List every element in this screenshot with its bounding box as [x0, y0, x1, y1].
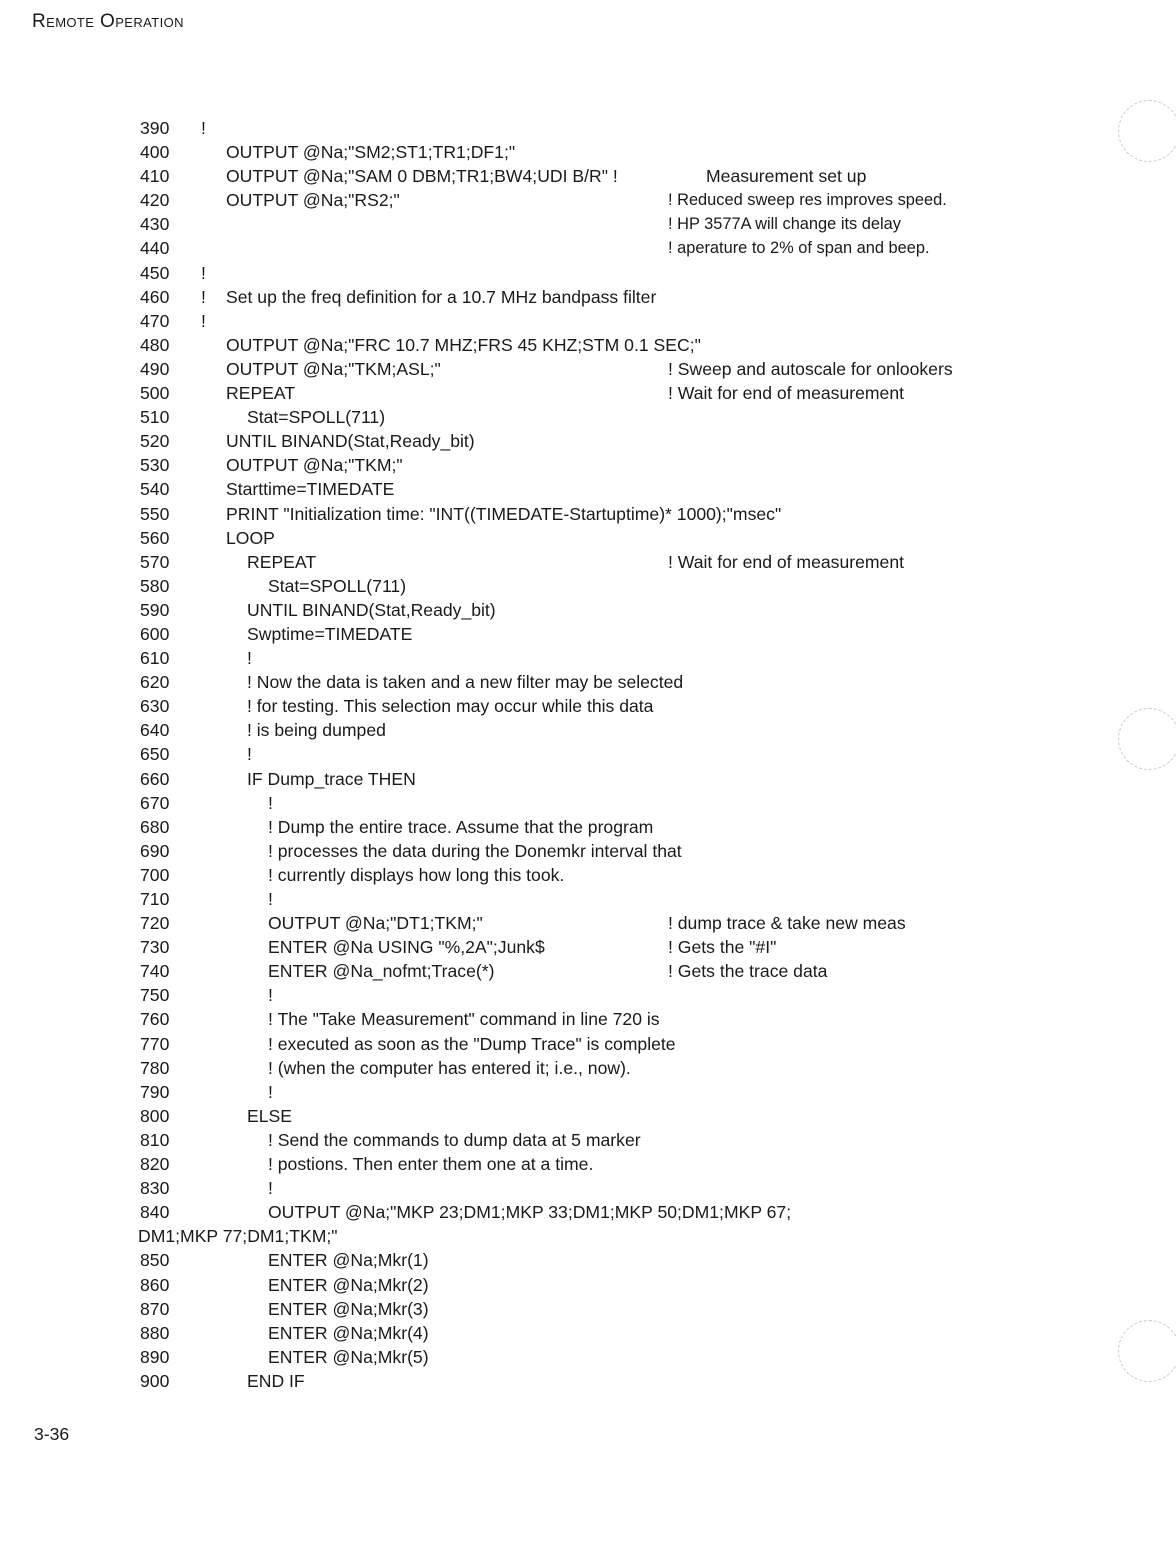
code-text: ! executed as soon as the "Dump Trace" is complete: [268, 1033, 676, 1054]
code-line: [0, 164, 1176, 188]
line-number: 690: [140, 840, 170, 861]
line-number: 720: [140, 913, 170, 934]
code-text: OUTPUT @Na;"DT1;TKM;": [268, 913, 483, 934]
inline-comment: ! Sweep and autoscale for onlookers: [668, 358, 953, 379]
inline-comment: Measurement set up: [706, 166, 867, 187]
line-number: 560: [140, 527, 170, 548]
code-text: ENTER @Na;Mkr(2): [268, 1274, 429, 1295]
code-line: [0, 791, 1176, 815]
code-line: [0, 140, 1176, 164]
code-line: [0, 863, 1176, 887]
line-number: 520: [140, 431, 170, 452]
code-line: [0, 1200, 1176, 1224]
code-line: [0, 839, 1176, 863]
inline-comment: ! Gets the trace data: [668, 961, 828, 982]
code-text: !: [247, 744, 252, 765]
line-number: 510: [140, 407, 170, 428]
code-text: ! is being dumped: [247, 720, 386, 741]
code-line: [0, 1345, 1176, 1369]
line-number: 700: [140, 864, 170, 885]
code-line: [0, 1224, 1176, 1248]
line-number: 790: [140, 1081, 170, 1102]
code-line: [0, 1007, 1176, 1031]
inline-comment: ! Gets the "#I": [668, 937, 777, 958]
code-text: ENTER @Na_nofmt;Trace(*): [268, 961, 495, 982]
line-number: 900: [140, 1370, 170, 1391]
inline-comment: ! Reduced sweep res improves speed.: [668, 191, 947, 210]
code-line: [0, 983, 1176, 1007]
code-line: [0, 574, 1176, 598]
code-text: ! postions. Then enter them one at a time.: [268, 1154, 594, 1175]
code-line: [0, 1080, 1176, 1104]
code-text: ENTER @Na;Mkr(1): [268, 1250, 429, 1271]
line-number: 500: [140, 383, 170, 404]
code-text: UNTIL BINAND(Stat,Ready_bit): [226, 431, 475, 452]
code-line: [0, 236, 1176, 260]
code-text: ! The "Take Measurement" command in line 720 is: [268, 1009, 660, 1030]
code-line: [0, 526, 1176, 550]
code-line: [0, 1128, 1176, 1152]
line-number: 770: [140, 1033, 170, 1054]
line-number: 640: [140, 720, 170, 741]
comment-mark: !: [201, 118, 206, 138]
code-text: ! Now the data is taken and a new filter may be selected: [247, 672, 684, 693]
code-line: [0, 911, 1176, 935]
line-number: 490: [140, 358, 170, 379]
line-number: 590: [140, 599, 170, 620]
code-text: ! currently displays how long this took.: [268, 864, 565, 885]
line-number: 880: [140, 1322, 170, 1343]
code-line: [0, 935, 1176, 959]
line-number: 390: [140, 118, 170, 138]
code-text: ELSE: [247, 1105, 292, 1126]
line-number: 660: [140, 768, 170, 789]
code-text: Starttime=TIMEDATE: [226, 479, 395, 500]
code-line: [0, 550, 1176, 574]
code-line: [0, 188, 1176, 212]
line-number: 870: [140, 1298, 170, 1319]
code-line: [0, 381, 1176, 405]
line-number: 430: [140, 214, 170, 235]
code-line: [0, 1273, 1176, 1297]
code-text: ! (when the computer has entered it; i.e., now).: [268, 1057, 631, 1078]
code-line: [0, 502, 1176, 526]
code-text: OUTPUT @Na;"TKM;": [226, 455, 403, 476]
code-text: ENTER @Na;Mkr(3): [268, 1298, 429, 1319]
code-line: [0, 887, 1176, 911]
code-text: PRINT "Initialization time: "INT((TIMEDATE-Startuptime)* 1000);"msec": [226, 503, 782, 524]
inline-comment: ! Wait for end of measurement: [668, 551, 904, 572]
code-line: [0, 477, 1176, 501]
code-line: [0, 742, 1176, 766]
line-number: 460: [140, 286, 170, 307]
line-number: 410: [140, 166, 170, 187]
code-line: [0, 1321, 1176, 1345]
code-line: [0, 622, 1176, 646]
code-line: [0, 357, 1176, 381]
code-text: ENTER @Na;Mkr(4): [268, 1322, 429, 1343]
line-number: 470: [140, 310, 170, 331]
line-number: 400: [140, 142, 170, 163]
code-line: [0, 212, 1176, 236]
code-text: ! processes the data during the Donemkr interval that: [268, 840, 682, 861]
code-text: !: [268, 985, 273, 1006]
code-text: OUTPUT @Na;"SAM 0 DBM;TR1;BW4;UDI B/R" !: [226, 166, 618, 187]
code-line: [0, 1032, 1176, 1056]
code-line: [0, 767, 1176, 791]
line-number: 440: [140, 238, 170, 259]
line-number: 630: [140, 696, 170, 717]
code-line: [0, 718, 1176, 742]
code-line: [0, 1104, 1176, 1128]
page-number: 3-36: [34, 1424, 70, 1444]
code-line: [0, 1152, 1176, 1176]
line-number: 850: [140, 1250, 170, 1271]
code-line: [0, 453, 1176, 477]
punch-hole-top: [1118, 100, 1176, 162]
line-number: 420: [140, 190, 170, 211]
code-text: ENTER @Na USING "%,2A";Junk$: [268, 937, 545, 958]
code-line: [0, 959, 1176, 983]
code-text: OUTPUT @Na;"MKP 23;DM1;MKP 33;DM1;MKP 50;DM1;MKP 67;: [268, 1202, 792, 1223]
punch-hole-bottom: [1118, 1320, 1176, 1382]
inline-comment: ! dump trace & take new meas: [668, 913, 906, 934]
code-text: !: [268, 889, 273, 909]
program-listing: [0, 116, 1176, 1393]
code-text: OUTPUT @Na;"TKM;ASL;": [226, 358, 441, 379]
page-header: Remote Operation: [32, 11, 184, 32]
code-text: Swptime=TIMEDATE: [247, 623, 413, 644]
line-number: 730: [140, 937, 170, 958]
code-text: ! Dump the entire trace. Assume that the program: [268, 816, 654, 837]
inline-comment: ! aperature to 2% of span and beep.: [668, 239, 930, 258]
line-number: 740: [140, 961, 170, 982]
code-text: Stat=SPOLL(711): [247, 407, 386, 428]
code-line: [0, 670, 1176, 694]
line-number: 650: [140, 744, 170, 765]
line-number: 820: [140, 1154, 170, 1175]
code-text: REPEAT: [247, 551, 317, 572]
code-line: [0, 1248, 1176, 1272]
code-line: [0, 261, 1176, 285]
code-line: [0, 116, 1176, 140]
line-number: 580: [140, 575, 170, 596]
code-continuation: DM1;MKP 77;DM1;TKM;": [138, 1226, 338, 1247]
code-line: [0, 598, 1176, 622]
line-number: 860: [140, 1274, 170, 1295]
code-text: Stat=SPOLL(711): [268, 575, 407, 596]
line-number: 890: [140, 1346, 170, 1367]
code-line: [0, 646, 1176, 670]
code-line: [0, 1176, 1176, 1200]
line-number: 550: [140, 503, 170, 524]
code-text: ENTER @Na;Mkr(5): [268, 1346, 429, 1367]
code-text: OUTPUT @Na;"SM2;ST1;TR1;DF1;": [226, 142, 516, 163]
line-number: 620: [140, 672, 170, 693]
inline-comment: ! Wait for end of measurement: [668, 383, 904, 404]
comment-mark: !: [201, 310, 206, 331]
code-text: Set up the freq definition for a 10.7 MHz bandpass filter: [226, 286, 657, 307]
code-line: [0, 1369, 1176, 1393]
line-number: 610: [140, 648, 170, 669]
line-number: 810: [140, 1129, 170, 1150]
code-line: [0, 309, 1176, 333]
line-number: 840: [140, 1202, 170, 1223]
punch-hole-middle: [1118, 708, 1176, 770]
code-text: !: [268, 792, 273, 813]
inline-comment: ! HP 3577A will change its delay: [668, 215, 901, 234]
code-line: [0, 1297, 1176, 1321]
code-line: [0, 815, 1176, 839]
line-number: 750: [140, 985, 170, 1006]
code-text: !: [268, 1178, 273, 1199]
code-text: OUTPUT @Na;"FRC 10.7 MHZ;FRS 45 KHZ;STM 0.1 SEC;": [226, 334, 701, 355]
line-number: 670: [140, 792, 170, 813]
line-number: 540: [140, 479, 170, 500]
line-number: 710: [140, 889, 170, 909]
code-text: REPEAT: [226, 383, 296, 404]
line-number: 760: [140, 1009, 170, 1030]
code-text: ! for testing. This selection may occur while this data: [247, 696, 654, 717]
comment-mark: !: [201, 286, 206, 307]
code-text: OUTPUT @Na;"RS2;": [226, 190, 400, 211]
code-text: UNTIL BINAND(Stat,Ready_bit): [247, 599, 496, 620]
line-number: 780: [140, 1057, 170, 1078]
comment-mark: !: [201, 262, 206, 283]
line-number: 530: [140, 455, 170, 476]
code-text: !: [268, 1081, 273, 1102]
line-number: 480: [140, 334, 170, 355]
code-text: LOOP: [226, 527, 275, 548]
code-line: [0, 285, 1176, 309]
code-line: [0, 405, 1176, 429]
code-text: END IF: [247, 1370, 305, 1391]
line-number: 570: [140, 551, 170, 572]
line-number: 680: [140, 816, 170, 837]
code-text: !: [247, 648, 252, 669]
line-number: 450: [140, 262, 170, 283]
code-line: [0, 429, 1176, 453]
line-number: 600: [140, 623, 170, 644]
code-line: [0, 694, 1176, 718]
code-line: [0, 1056, 1176, 1080]
line-number: 800: [140, 1105, 170, 1126]
code-line: [0, 333, 1176, 357]
line-number: 830: [140, 1178, 170, 1199]
code-text: IF Dump_trace THEN: [247, 768, 416, 789]
code-text: ! Send the commands to dump data at 5 marker: [268, 1129, 641, 1150]
